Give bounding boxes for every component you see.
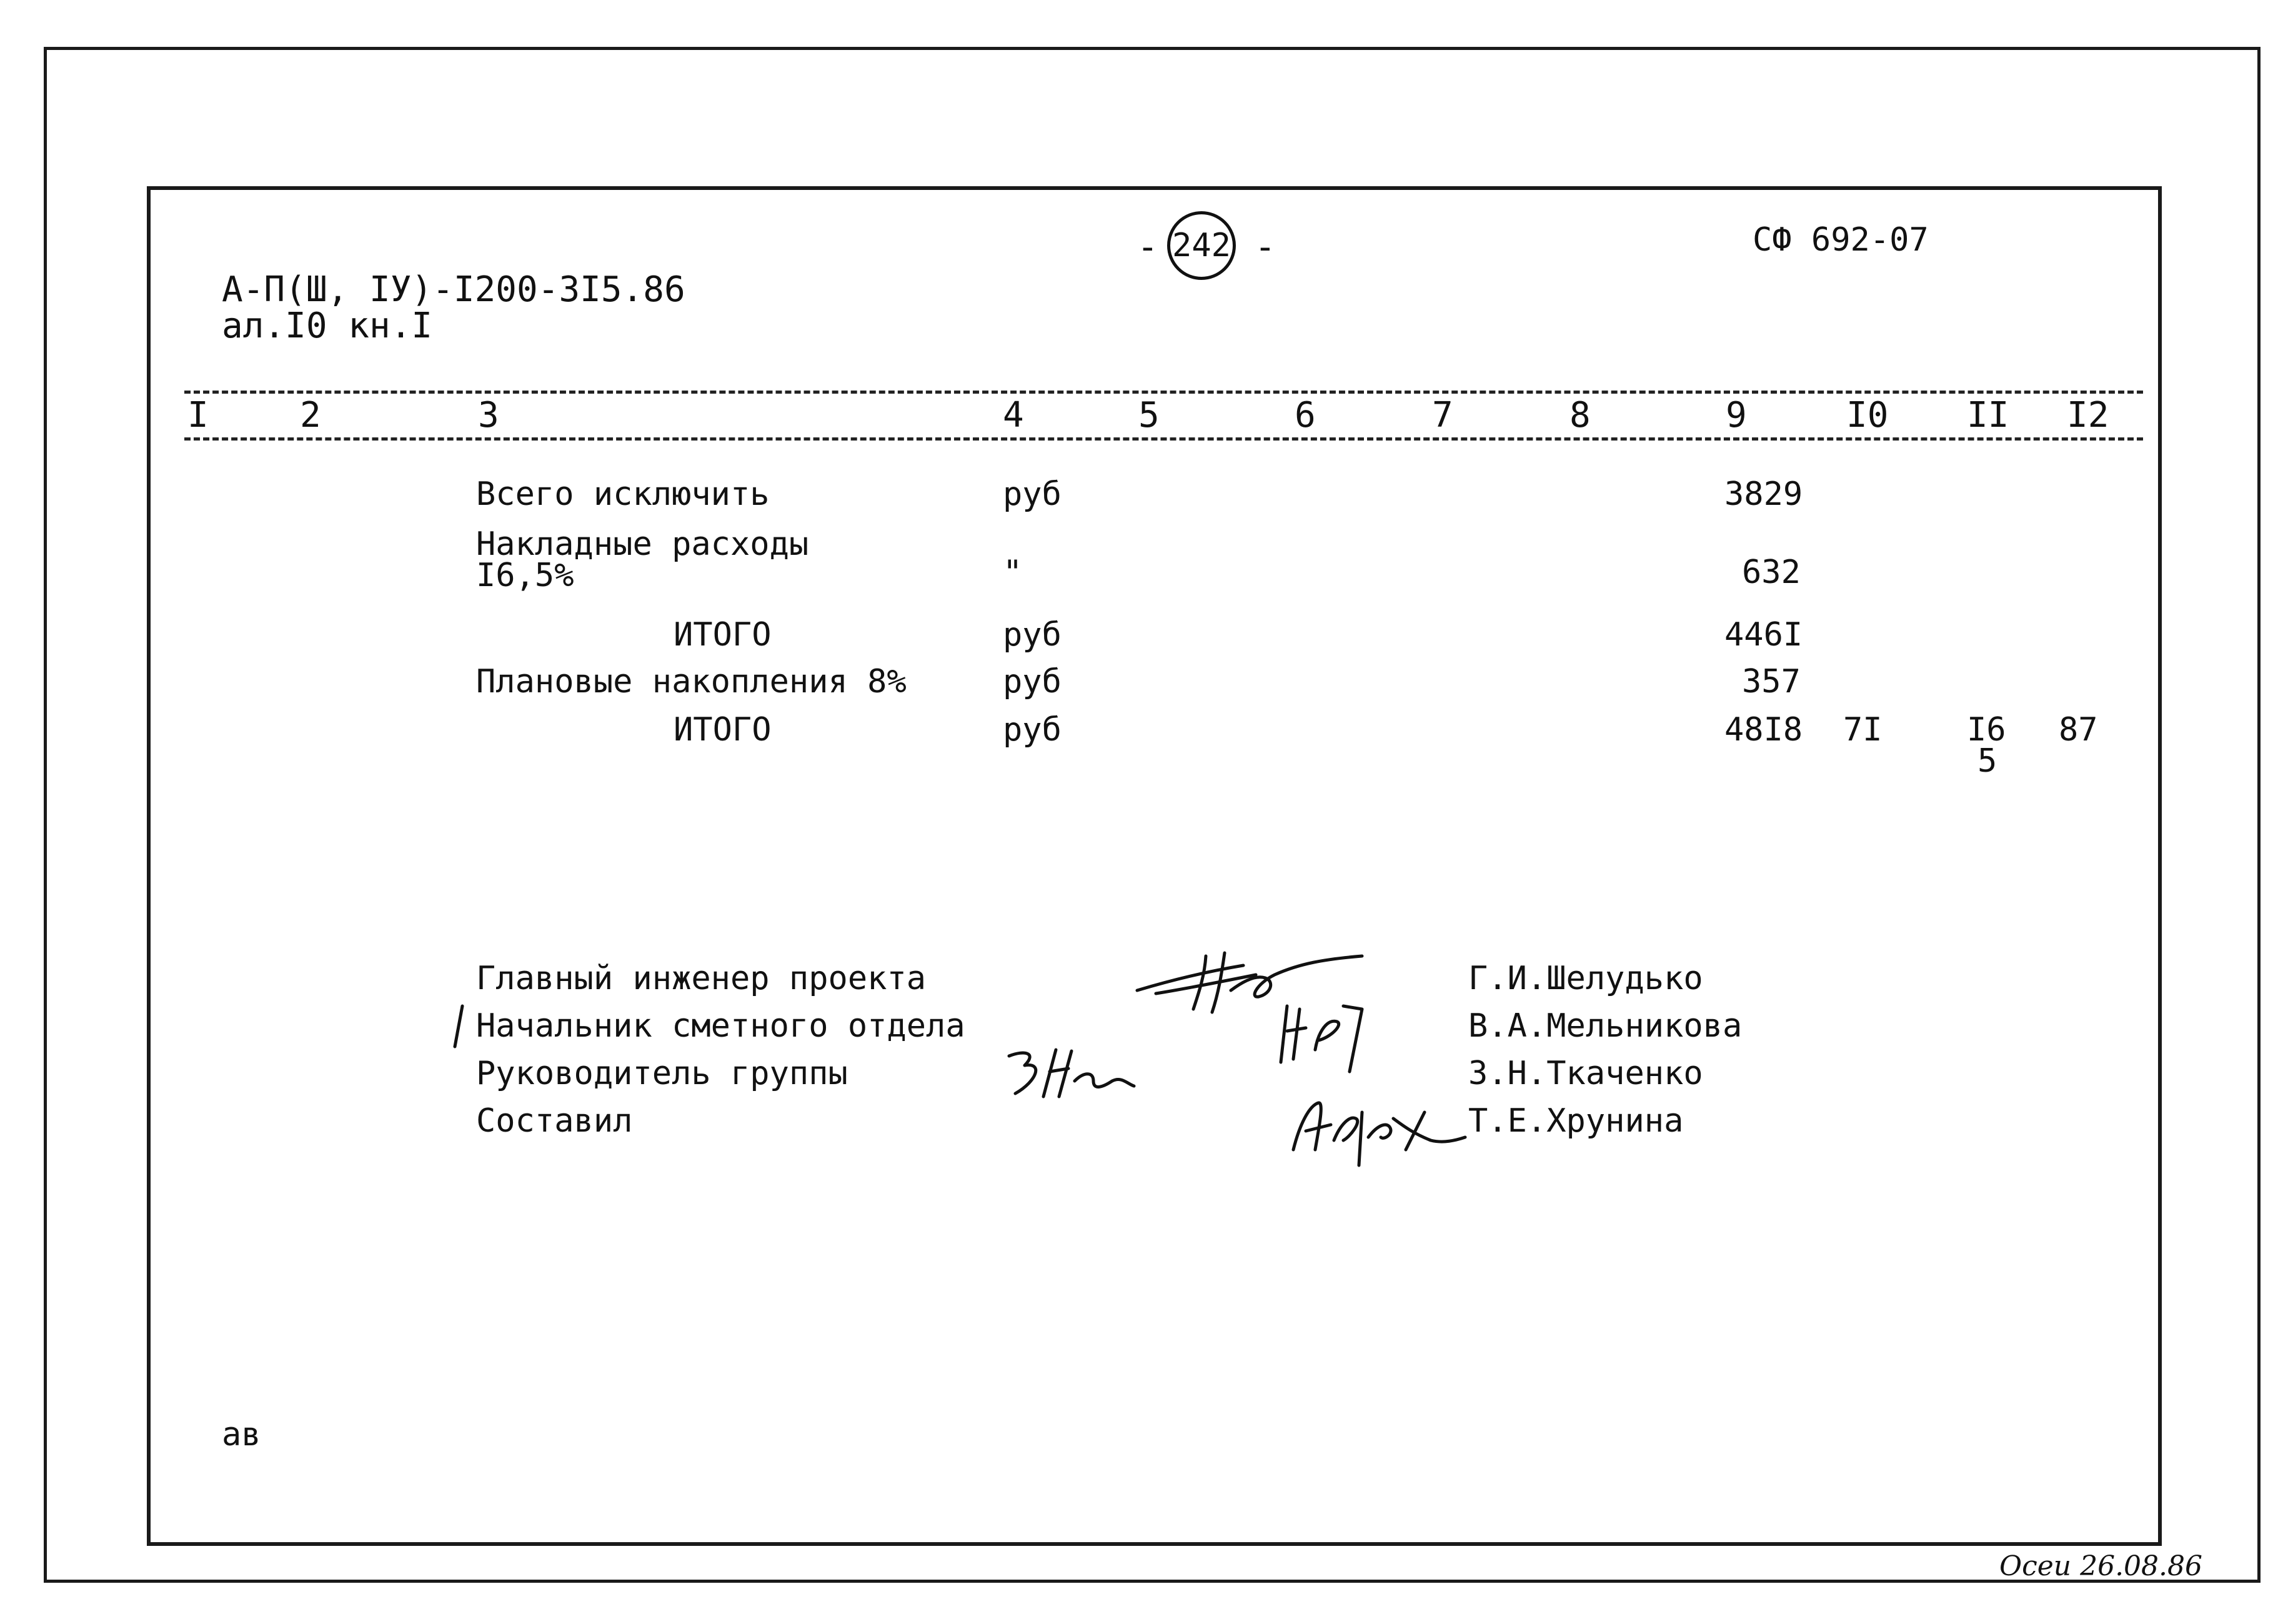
column-header-top-rule [184,391,2143,394]
signature-name-4: Т.Е.Хрунина [1468,1102,1684,1140]
signature-compiler [1281,1087,1468,1168]
signature-role-3: Руководитель группы [476,1055,848,1092]
row-2-name-line1: Накладные расходы [476,526,809,563]
row-3-col9: 446I [1724,616,1803,654]
corner-handwritten-note: Осеи 26.08.86 [1999,1550,2203,1582]
signature-estimate-head [1268,994,1393,1075]
row-1-name: Всего исключить [476,476,770,513]
row-5-name: ИТОГО [674,711,772,749]
signature-name-3: З.Н.Ткаченко [1468,1055,1703,1092]
signature-role-2: Начальник сметного отдела [476,1007,965,1045]
column-header-3: 3 [478,395,499,436]
doc-code: А-П(Ш, IУ)-I200-3I5.86 [222,269,685,310]
row-5-col12: 87 [2059,711,2098,749]
page-dash-right: - [1255,227,1276,267]
album-book: ал.I0 кн.I [222,306,433,346]
row-5-unit: руб [1003,711,1062,749]
page-number-stamp [1167,211,1236,280]
page-dash-left: - [1137,227,1158,267]
sf-number: СФ 692-07 [1753,221,1929,259]
column-header-4: 4 [1003,395,1024,436]
signature-role-1: Главный инженер проекта [476,960,927,997]
row-1-col9: 3829 [1724,476,1803,513]
row-4-unit: руб [1003,663,1062,700]
page-number: 242 [1172,227,1231,264]
column-header-7: 7 [1432,395,1453,436]
column-header-9: 9 [1726,395,1747,436]
column-header-8: 8 [1569,395,1591,436]
column-header-11: II [1967,395,2009,436]
row-1-unit: руб [1003,476,1062,513]
margin-tick-mark [450,1003,469,1053]
column-header-5: 5 [1138,395,1160,436]
column-header-6: 6 [1295,395,1316,436]
row-4-col9: 357 [1742,663,1801,700]
row-5-col11-top: I6 [1967,711,2006,749]
row-5-col10: 7I [1843,711,1883,749]
row-3-name: ИТОГО [674,616,772,654]
row-5-col9: 48I8 [1724,711,1803,749]
column-header-bottom-rule [184,437,2143,441]
row-2-name-line2: I6,5% [476,557,574,594]
signature-name-2: В.А.Мельникова [1468,1007,1743,1045]
column-header-12: I2 [2067,395,2109,436]
column-header-10: I0 [1846,395,1889,436]
row-2-col9: 632 [1742,554,1801,591]
signature-group-lead [1000,1037,1143,1106]
column-header-1: I [187,395,209,436]
footer-initials: ав [222,1416,261,1453]
signature-role-4: Составил [476,1102,633,1140]
column-header-2: 2 [300,395,321,436]
row-3-unit: руб [1003,616,1062,654]
row-5-col11-bottom: 5 [1977,742,1997,780]
row-2-unit: " [1003,554,1023,591]
row-4-name: Плановые накопления 8% [476,663,907,700]
signature-name-1: Г.И.Шелудько [1468,960,1703,997]
